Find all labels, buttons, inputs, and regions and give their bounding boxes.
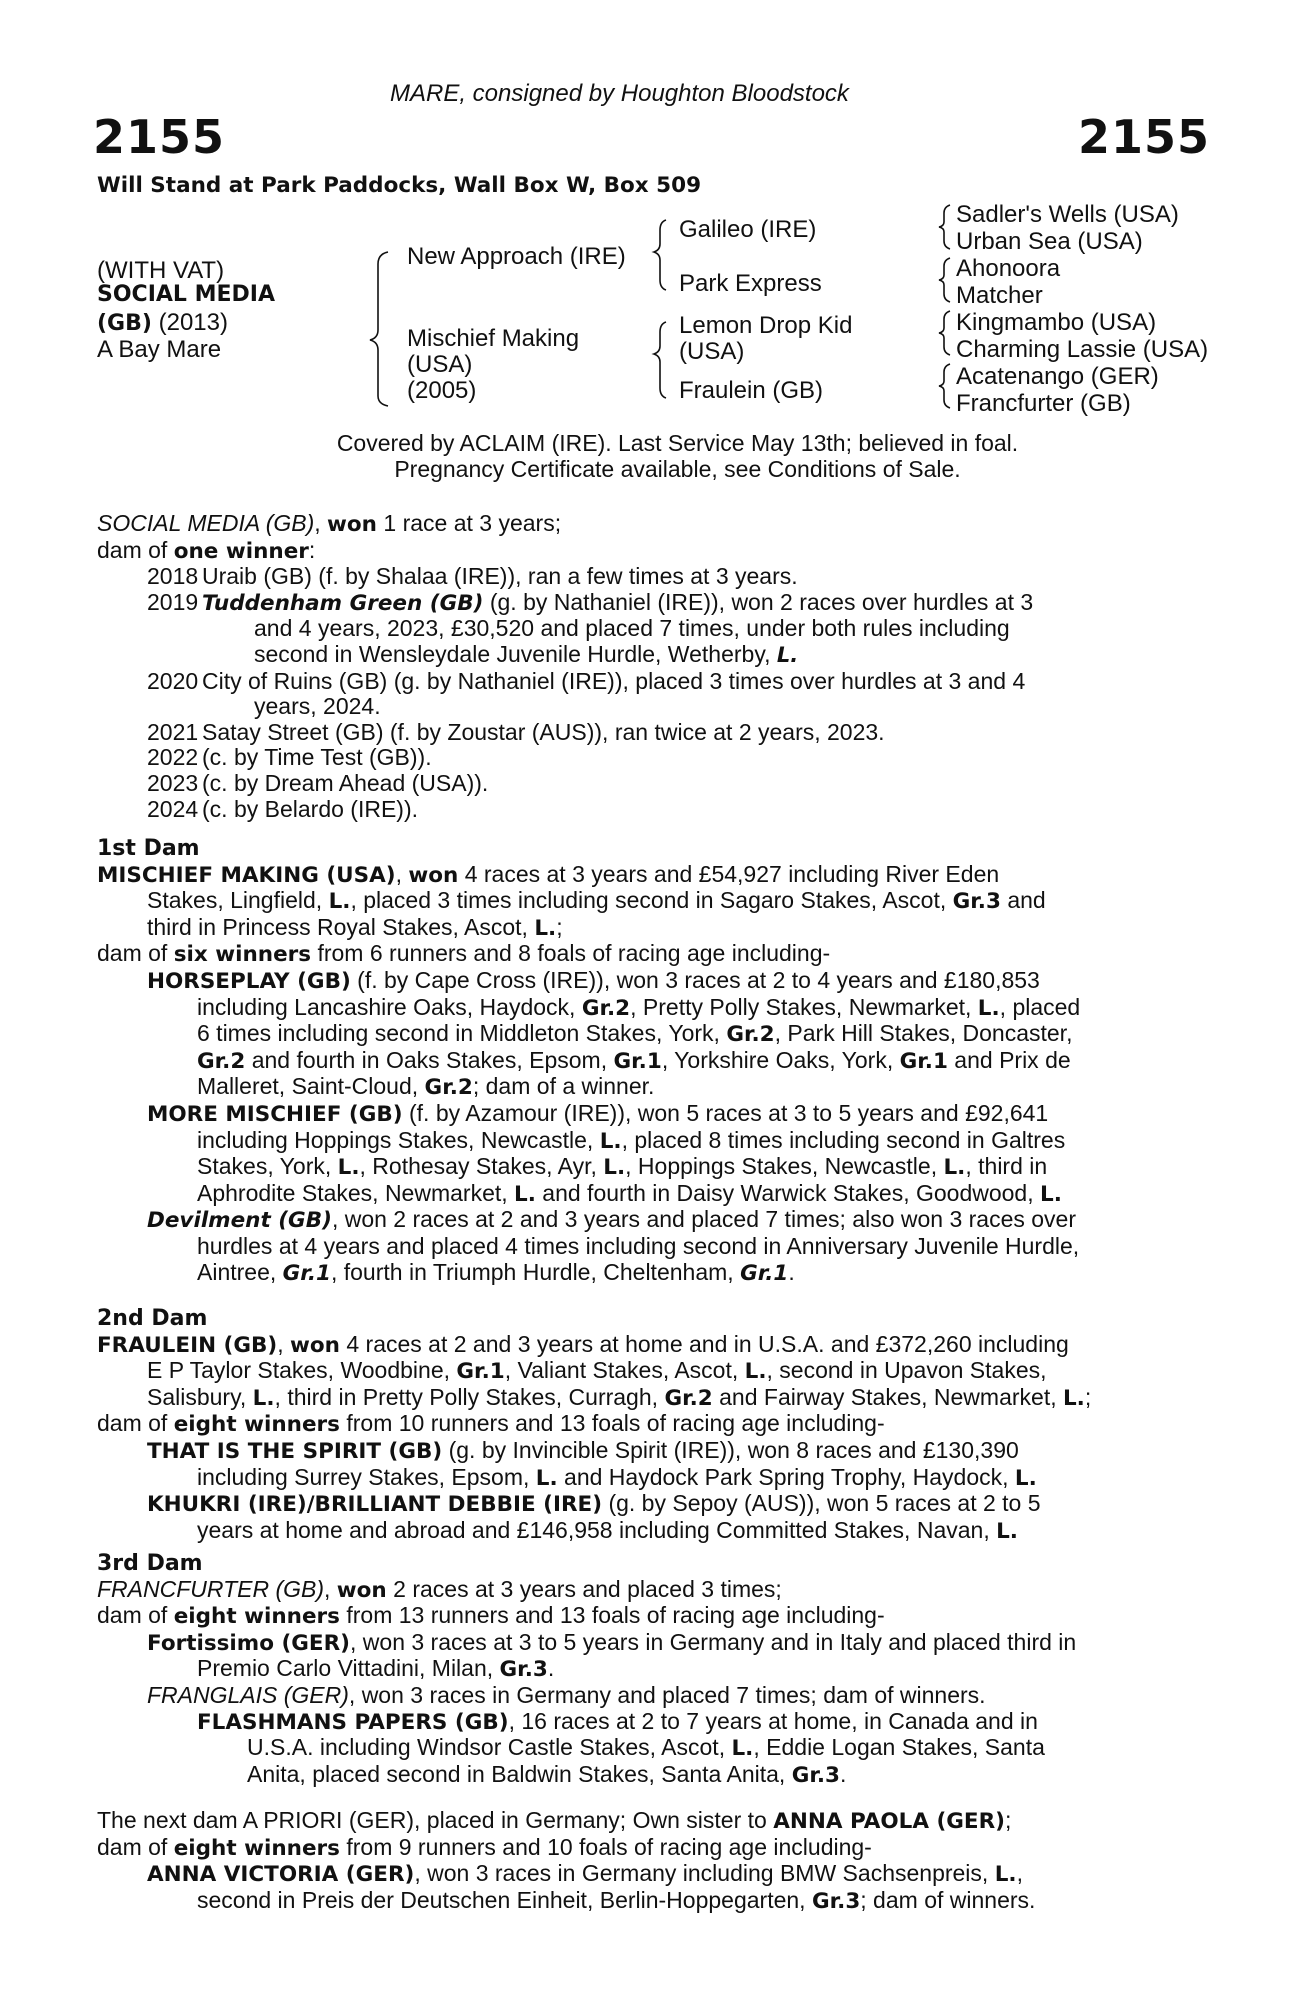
produce-line2: years, 2024.	[254, 693, 381, 720]
text: Aphrodite Stakes, Newmarket,	[197, 1179, 515, 1206]
text: , won 2 races at 2 and 3 years and placed 7 times; also won 3 races over	[331, 1206, 1077, 1233]
text: dam of	[97, 940, 174, 967]
text: (f. by Azamour (IRE)), won 5 races at 3 to 5 years and £92,641	[402, 1099, 1049, 1126]
dam2-horse-that-is-the-spirit	[97, 1438, 1202, 1491]
dam-line1: Mischief Making	[407, 325, 580, 352]
sire: New Approach (IRE)	[407, 243, 626, 270]
nextdam-horse-anna-victoria	[97, 1861, 1202, 1914]
produce-line1: City of Ruins (GB) (g. by Nathaniel (IRE)), placed 3 times over hurdles at 3 and 4	[202, 667, 1026, 694]
dam1-line3	[97, 915, 1202, 942]
second-dam-section	[97, 1306, 1202, 1544]
dam3-dam-of	[97, 1603, 1202, 1630]
horse-name: ANNA VICTORIA (GER)	[147, 1862, 415, 1888]
text: , fourth in Triumph Hurdle, Cheltenham,	[330, 1258, 741, 1285]
year: 2019	[147, 588, 199, 615]
text: The next dam A PRIORI (GER), placed in Germany; Own sister to	[97, 1807, 774, 1833]
race-grade: L.	[996, 1518, 1018, 1544]
text: , Rothesay Stakes, Ayr,	[359, 1153, 604, 1180]
text: (g. by Invincible Spirit (IRE)), won 8 races and £130,390	[442, 1436, 1019, 1463]
ggs-1: Sadler's Wells (USA)	[956, 201, 1179, 228]
text: , Valiant Stakes, Ascot,	[504, 1357, 745, 1384]
dam2-horse-khukri	[97, 1491, 1202, 1544]
text: from 6 runners and 8 foals of racing age including-	[311, 940, 831, 967]
race-grade: Gr.1	[456, 1359, 505, 1385]
text: and Fairway Stakes, Newmarket,	[712, 1383, 1063, 1410]
year: 2021	[147, 718, 199, 745]
text: ;	[1084, 1383, 1092, 1410]
dam2-line2	[97, 1358, 1202, 1385]
text: .	[547, 1655, 555, 1682]
race-grade: Gr.3	[499, 1657, 548, 1683]
race-grade: L.	[534, 915, 557, 941]
race-grade: L.	[535, 1465, 558, 1491]
text: Aintree,	[197, 1258, 283, 1285]
dam-name: FRAULEIN (GB)	[97, 1332, 278, 1358]
text: U.S.A. including Windsor Castle Stakes, Ascot,	[247, 1734, 732, 1761]
text: and Haydock Park Spring Trophy, Haydock,	[557, 1463, 1015, 1490]
dam1-horse-more-mischief	[97, 1101, 1202, 1207]
dam-line2: (USA)	[407, 351, 473, 378]
text: , Park Hill Stakes, Doncaster,	[774, 1020, 1073, 1047]
produce-2023	[97, 771, 1202, 797]
horse-year: (2013)	[158, 309, 228, 336]
race-grade: Gr.1	[282, 1260, 331, 1286]
lot-subtitle: MARE, consigned by Houghton Bloodstock	[390, 80, 849, 107]
text: and fourth in Daisy Warwick Stakes, Goodwood,	[535, 1179, 1040, 1206]
text: and Prix de	[947, 1046, 1071, 1073]
dam-name: FRANCFURTER (GB)	[97, 1575, 325, 1602]
text: 4 races at 2 and 3 years at home and in U.S.A. and £372,260 including	[339, 1330, 1069, 1357]
race-grade: Gr.3	[791, 1762, 840, 1788]
text: , Pretty Polly Stakes, Newmarket,	[630, 993, 978, 1020]
produce-text: (c. by Time Test (GB)).	[202, 744, 432, 771]
line	[197, 1154, 1202, 1181]
produce-line2: and 4 years, 2023, £30,520 and placed 7 times, under both rules including	[254, 615, 1010, 642]
text: dam of	[97, 1833, 174, 1860]
text: ; dam of winners.	[860, 1886, 1036, 1913]
line	[197, 1021, 1202, 1048]
text: .	[788, 1258, 795, 1285]
dam3-horse-flashmans-papers	[97, 1709, 1202, 1789]
line	[197, 1518, 1202, 1545]
race-grade: Gr.1	[899, 1048, 948, 1074]
text: dam of	[97, 1410, 174, 1437]
grandsire-sire: Galileo (IRE)	[679, 216, 817, 243]
granddam-dam: Fraulein (GB)	[679, 377, 824, 404]
line	[197, 1656, 1202, 1683]
text: 6 times including second in Middleton Stakes, York,	[197, 1020, 727, 1047]
produce-intro-rest: 1 race at 3 years;	[377, 510, 562, 536]
race-grade: Gr.2	[664, 1385, 713, 1411]
text: .	[840, 1760, 847, 1787]
line	[247, 1735, 1202, 1762]
line	[247, 1762, 1202, 1789]
won-label: won	[290, 1332, 340, 1358]
line	[197, 1128, 1202, 1155]
line	[147, 966, 1202, 995]
text: 2 races at 3 years and placed 3 times;	[386, 1575, 782, 1602]
race-grade: Gr.2	[197, 1048, 246, 1074]
winners-count: eight winners	[173, 1412, 340, 1438]
text: ;	[556, 913, 563, 940]
line	[147, 1206, 1202, 1234]
covered-note	[0, 431, 1315, 482]
race-grade: L.	[514, 1181, 536, 1207]
race-grade: L.	[977, 995, 1000, 1021]
race-grade: L.	[1040, 1181, 1062, 1207]
first-dam-section	[97, 836, 1202, 1286]
year: 2018	[147, 563, 199, 590]
horse-origin: (GB)	[97, 311, 152, 336]
text: from 13 runners and 13 foals of racing age including-	[339, 1602, 885, 1629]
text: including Surrey Stakes, Epsom,	[197, 1463, 536, 1490]
text: Malleret, Saint-Cloud,	[197, 1073, 425, 1100]
race-grade: Gr.2	[581, 995, 631, 1021]
line	[197, 1465, 1202, 1492]
dam3-line1: FRANCFURTER (GB), won 2 races at 3 years and placed 3 times;	[97, 1575, 782, 1603]
horse-name: HORSEPLAY (GB)	[147, 968, 351, 994]
ggs-5: Kingmambo (USA)	[956, 309, 1157, 336]
text: and fourth in Oaks Stakes, Epsom,	[245, 1046, 614, 1073]
produce-intro: SOCIAL MEDIA (GB), won 1 race at 3 years;	[97, 510, 562, 537]
dam1-horse-devilment	[97, 1207, 1202, 1286]
text: ; dam of a winner.	[472, 1073, 655, 1100]
race-grade: L.	[1062, 1385, 1085, 1411]
line	[197, 1707, 1202, 1736]
produce-name: Tuddenham Green (GB)	[202, 590, 484, 616]
text: Stakes, York,	[197, 1153, 338, 1180]
race-grade: L.	[1014, 1465, 1037, 1491]
won-label: won	[336, 1577, 387, 1603]
section-heading: 2nd Dam	[97, 1306, 208, 1331]
dam1-line2	[97, 888, 1202, 915]
lot-number-right: 2155	[1078, 110, 1211, 164]
winners-count: eight winners	[173, 1604, 340, 1630]
horse-name: FRANGLAIS (GER)	[147, 1681, 349, 1708]
text: , placed 8 times including second in Galtres	[621, 1126, 1066, 1153]
text: 4 races at 3 years and £54,927 including River Eden	[458, 860, 1000, 887]
text: Anita, placed second in Baldwin Stakes, Santa Anita,	[247, 1760, 792, 1787]
text: , placed	[999, 993, 1081, 1020]
text: , third in	[965, 1153, 1048, 1180]
text: (g. by Sepoy (AUS)), won 5 races at 2 to 5	[602, 1490, 1041, 1517]
winners-count: six winners	[173, 942, 312, 968]
text: including Lancashire Oaks, Haydock,	[197, 993, 582, 1020]
covered-line2: Pregnancy Certificate available, see Conditions of Sale.	[394, 455, 961, 482]
race-grade: L.	[731, 1736, 754, 1762]
text: , 16 races at 2 to 7 years at home, in Canada and in	[508, 1707, 1038, 1734]
line	[147, 1628, 1202, 1657]
text: E P Taylor Stakes, Woodbine,	[147, 1357, 457, 1384]
produce-2021	[97, 720, 1202, 746]
produce-2020	[97, 669, 1202, 720]
race-grade: L.	[776, 642, 799, 667]
third-dam-section	[97, 1551, 1202, 1788]
dam3-horse-fortissimo	[97, 1630, 1202, 1683]
line	[147, 1490, 1202, 1518]
won-label: won	[408, 862, 459, 888]
horse-description: A Bay Mare	[97, 336, 222, 363]
ggs-6: Charming Lassie (USA)	[956, 336, 1209, 363]
year: 2024	[147, 795, 199, 822]
text: Premio Carlo Vittadini, Milan,	[197, 1655, 500, 1682]
text: Salisbury,	[147, 1383, 253, 1410]
produce-colon: :	[308, 536, 316, 563]
produce-text	[202, 669, 1202, 720]
dam2-dam-of	[97, 1411, 1202, 1438]
produce-text: Satay Street (GB) (f. by Zoustar (AUS)), ran twice at 2 years, 2023.	[202, 718, 885, 745]
text: Stakes, Lingfield,	[147, 887, 329, 914]
year: 2020	[147, 667, 199, 694]
dam1-horse-horseplay	[97, 968, 1202, 1101]
line	[197, 1181, 1202, 1208]
produce-text: (c. by Belardo (IRE)).	[202, 795, 418, 822]
horse-name: SOCIAL MEDIA	[97, 282, 275, 307]
text: , won 3 races in Germany including BMW Sachsenpreis,	[414, 1860, 995, 1887]
race-grade: L.	[328, 889, 351, 915]
text: years at home and abroad and £146,958 including Committed Stakes, Navan,	[197, 1516, 997, 1543]
produce-dam-of	[97, 538, 1202, 565]
line	[197, 995, 1202, 1022]
dam2-line1: FRAULEIN (GB), won 4 races at 2 and 3 years at home and in U.S.A. and £372,260 including	[97, 1330, 1069, 1358]
text: ;	[1005, 1807, 1012, 1833]
produce-line3	[202, 642, 1202, 669]
stand-location: Will Stand at Park Paddocks, Wall Box W, Box 509	[97, 173, 702, 198]
dam-line3: (2005)	[407, 377, 477, 404]
ggs-2: Urban Sea (USA)	[956, 228, 1143, 255]
race-grade: L.	[252, 1385, 275, 1411]
dam2-line3	[97, 1385, 1202, 1412]
text: from 10 runners and 13 foals of racing age including-	[339, 1410, 885, 1437]
text: , third in Pretty Polly Stakes, Curragh,	[274, 1383, 665, 1410]
horse-name: Devilment (GB)	[147, 1208, 332, 1234]
race-grade: Gr.3	[952, 889, 1001, 915]
horse-name: MORE MISCHIEF (GB)	[147, 1101, 403, 1127]
race-grade: Gr.1	[613, 1048, 662, 1074]
text: and	[1000, 887, 1046, 914]
horse-name: FLASHMANS PAPERS (GB)	[197, 1709, 509, 1735]
race-grade: Gr.3	[811, 1888, 861, 1914]
ggs-3: Ahonoora	[956, 255, 1061, 282]
text: from 9 runners and 10 foals of racing age including-	[339, 1833, 872, 1860]
race-grade: Gr.2	[726, 1022, 775, 1048]
dam1-dam-of	[97, 941, 1202, 968]
grandsire-dam-line2: (USA)	[679, 338, 745, 365]
race-grade: L.	[943, 1155, 966, 1181]
line	[147, 1683, 1202, 1709]
horse-name: ANNA PAOLA (GER)	[773, 1809, 1006, 1834]
granddam-sire: Park Express	[679, 270, 822, 297]
produce-line1: (g. by Nathaniel (IRE)), won 2 races over hurdles at 3	[483, 588, 1034, 615]
race-grade: L.	[337, 1155, 360, 1181]
produce-dam-of-label: dam of	[97, 536, 174, 563]
year: 2023	[147, 769, 199, 796]
year: 2022	[147, 744, 199, 771]
line: hurdles at 4 years and placed 4 times including second in Anniversary Juvenile Hurdle,	[197, 1232, 1080, 1259]
line	[197, 1074, 1202, 1101]
produce-winners: one winner	[173, 538, 309, 564]
produce-text: (c. by Dream Ahead (USA)).	[202, 769, 489, 796]
next-dam-section	[97, 1808, 1202, 1914]
text: , Eddie Logan Stakes, Santa	[753, 1734, 1045, 1761]
race-grade: L.	[599, 1128, 622, 1154]
horse-name: KHUKRI (IRE)/BRILLIANT DEBBIE (IRE)	[147, 1492, 603, 1518]
text: , Hoppings Stakes, Newcastle,	[625, 1153, 944, 1180]
text: ,	[1016, 1860, 1023, 1887]
line	[147, 1099, 1202, 1128]
ggs-8: Francfurter (GB)	[956, 390, 1131, 417]
text: second in Preis der Deutschen Einheit, Berlin-Hoppegarten,	[197, 1886, 812, 1913]
produce-horse-name: SOCIAL MEDIA (GB)	[97, 510, 315, 536]
text: third in Princess Royal Stakes, Ascot,	[147, 913, 535, 940]
text: , won 3 races in Germany and placed 7 times; dam of winners.	[348, 1681, 986, 1708]
produce-2022	[97, 745, 1202, 771]
line	[197, 1260, 1202, 1287]
vat-label: (WITH VAT)	[97, 257, 225, 284]
section-heading: 1st Dam	[97, 836, 200, 861]
text: , Yorkshire Oaks, York,	[661, 1046, 900, 1073]
produce-section	[97, 511, 1202, 822]
produce-2019	[97, 590, 1202, 669]
produce-line3-text: second in Wensleydale Juvenile Hurdle, Wetherby,	[254, 640, 777, 667]
text: dam of	[97, 1602, 174, 1629]
produce-text: Uraib (GB) (f. by Shalaa (IRE)), ran a few times at 3 years.	[202, 563, 798, 590]
text: including Hoppings Stakes, Newcastle,	[197, 1126, 600, 1153]
line	[197, 1888, 1202, 1915]
dam-name: MISCHIEF MAKING (USA)	[97, 862, 396, 888]
ggs-7: Acatenango (GER)	[956, 363, 1159, 390]
line	[197, 1048, 1202, 1075]
produce-text	[202, 590, 1202, 669]
lot-number-left: 2155	[93, 110, 226, 164]
text: , placed 3 times including second in Sagaro Stakes, Ascot,	[350, 887, 953, 914]
text: , won 3 races at 3 to 5 years in Germany and in Italy and placed third in	[350, 1628, 1077, 1655]
produce-2024	[97, 797, 1202, 823]
text: , second in Upavon Stakes,	[766, 1357, 1047, 1384]
race-grade: Gr.1	[740, 1260, 789, 1286]
horse-name: Fortissimo (GER)	[147, 1630, 351, 1656]
nextdam-dam-of	[97, 1835, 1202, 1862]
line	[147, 1860, 1202, 1888]
race-grade: L.	[994, 1862, 1017, 1888]
winners-count: eight winners	[173, 1835, 340, 1861]
nextdam-line1	[97, 1808, 1202, 1835]
line	[147, 1436, 1202, 1465]
horse-name: THAT IS THE SPIRIT (GB)	[147, 1438, 443, 1464]
race-grade: Gr.2	[424, 1075, 473, 1101]
dam3-horse-franglais	[97, 1683, 1202, 1709]
produce-won: won	[327, 512, 377, 537]
grandsire-dam-line1: Lemon Drop Kid	[679, 312, 853, 339]
dam1-line1: MISCHIEF MAKING (USA), won 4 races at 3 years and £54,927 including River Eden	[97, 860, 1000, 888]
race-grade: L.	[744, 1359, 767, 1385]
covered-line1: Covered by ACLAIM (IRE). Last Service May 13th; believed in foal.	[336, 430, 1019, 456]
ggs-4: Matcher	[956, 282, 1043, 309]
race-grade: L.	[603, 1155, 626, 1181]
produce-2018	[97, 564, 1202, 590]
text: (f. by Cape Cross (IRE)), won 3 races at 2 to 4 years and £180,853	[350, 966, 1040, 993]
section-heading: 3rd Dam	[97, 1551, 203, 1576]
